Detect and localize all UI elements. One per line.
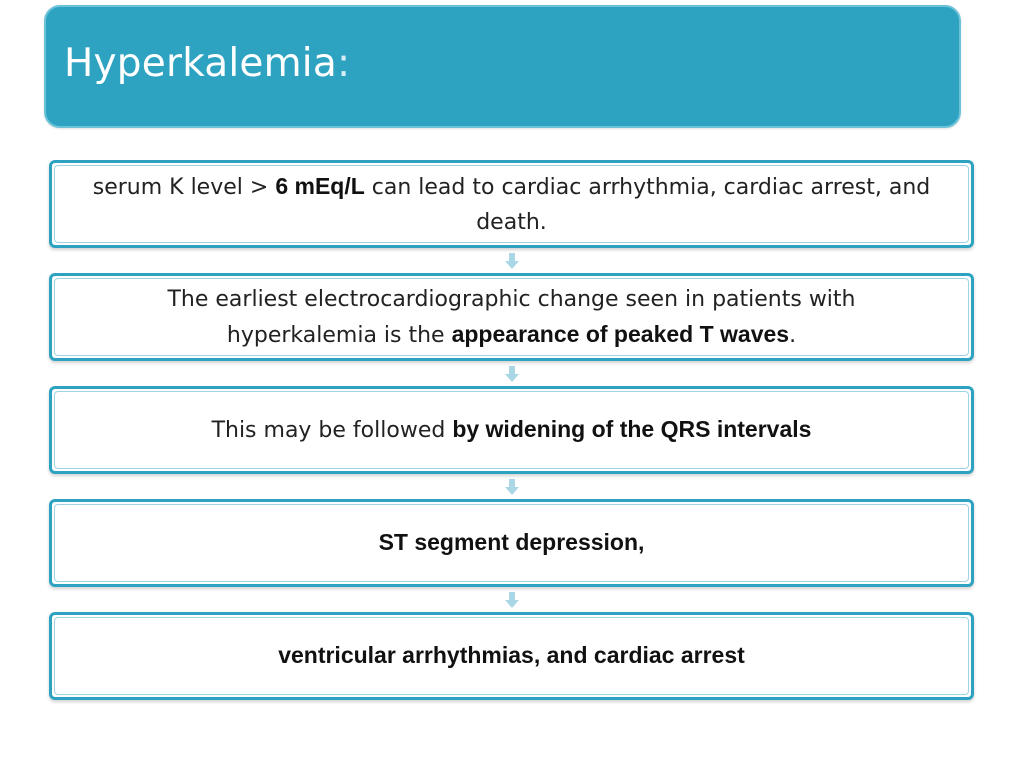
slide-title-main: Hyperkalemia bbox=[64, 41, 337, 86]
down-arrow-icon bbox=[505, 366, 519, 382]
step-text-post: can lead to cardiac arrhythmia, cardiac arrest, and death. bbox=[364, 174, 931, 235]
flow-step-4 bbox=[49, 499, 974, 587]
step-text-pre: This may be followed bbox=[211, 418, 453, 443]
step-text-bold: ST segment depression, bbox=[378, 529, 645, 555]
flow-step-5 bbox=[49, 612, 974, 700]
title-banner bbox=[44, 5, 961, 128]
down-arrow-icon bbox=[505, 253, 519, 269]
step-text-pre: serum K level > bbox=[92, 174, 276, 200]
step-text-bold: 6 mEq/L bbox=[275, 172, 365, 199]
step-text-bold: ventricular arrhythmias, and cardiac arrest bbox=[278, 642, 745, 668]
step-text-post: . bbox=[789, 322, 797, 348]
step-text-bold: by widening of the QRS intervals bbox=[452, 416, 812, 442]
flow-step-1 bbox=[49, 160, 974, 248]
flow-step-2 bbox=[49, 273, 974, 361]
down-arrow-icon bbox=[505, 592, 519, 608]
flow-step-3 bbox=[49, 386, 974, 474]
flow-step-3-text bbox=[52, 412, 971, 448]
slide-title bbox=[64, 41, 350, 86]
flow-step-4-text bbox=[52, 525, 971, 561]
slide-title-colon: : bbox=[336, 41, 351, 86]
down-arrow-icon bbox=[505, 479, 519, 495]
flow-step-5-text bbox=[52, 638, 971, 674]
step-text-pre: The earliest electrocardiographic change seen in patients with hyperkalemia is the bbox=[167, 286, 856, 348]
flow-step-2-text bbox=[98, 282, 926, 353]
flow-step-1-text bbox=[52, 169, 971, 240]
step-text-bold: appearance of peaked T waves bbox=[451, 320, 790, 347]
